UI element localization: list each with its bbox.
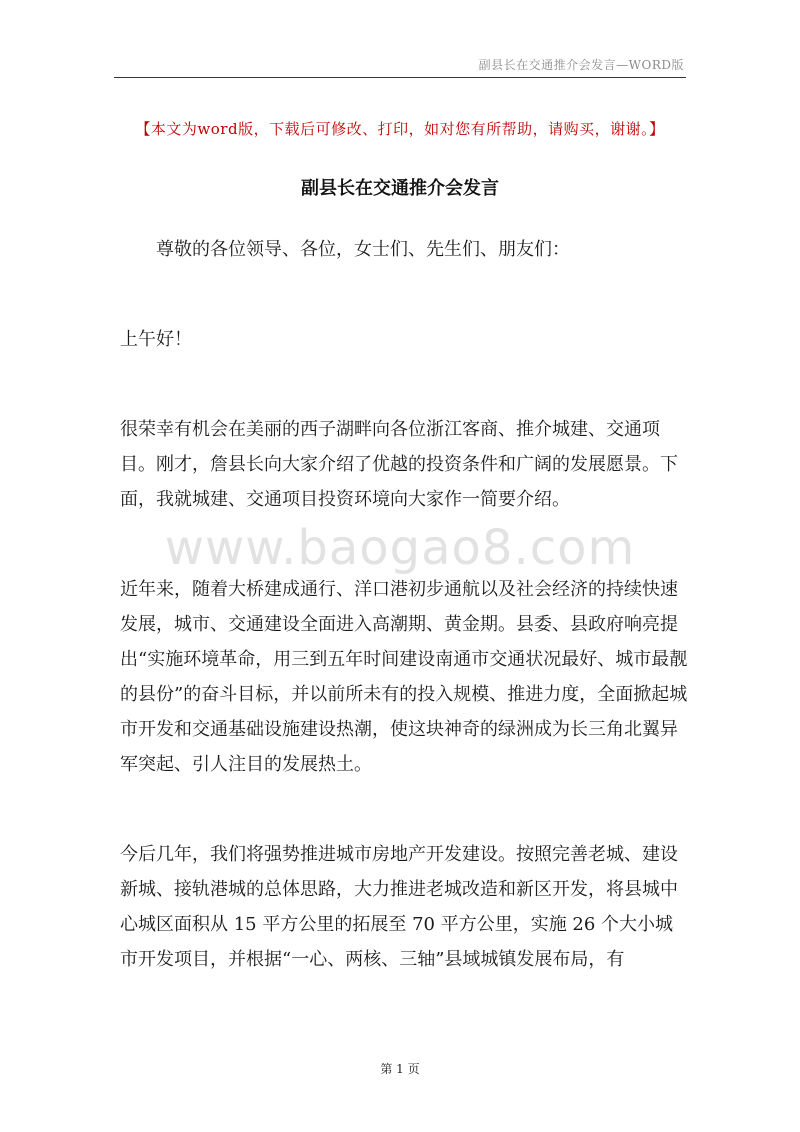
body-paragraph: 近年来，随着大桥建成通行、洋口港初步通航以及社会经济的持续快速发展，城市、交通建设全面进入高潮期、黄金期。县委、县政府响亮提出“实施环境革命，用三到五年时间建设南通市交通状况最好、城市最靓的县份”的奋斗目标，并以前所未有的投入规模、推进力度，全面掀起城市开发和交通基础设施建设热潮，使这块神奇的绿洲成为长三角北翼异军突起、引人注目的发展热土。: [120, 579, 688, 775]
header-doc-label: 副县长在交通推介会发言—WORD版: [478, 58, 684, 72]
greeting-paragraph: 尊敬的各位领导、各位，女士们、先生们、朋友们：: [156, 239, 570, 260]
document-body: [120, 232, 688, 1032]
purchase-notice: 【本文为word版，下载后可修改、打印，如对您有所帮助，请购买，谢谢。】: [135, 120, 665, 138]
header-divider: [114, 77, 686, 78]
body-paragraph: 今后几年，我们将强势推进城市房地产开发建设。按照完善老城、建设新城、接轨港城的总体思路，大力推进老城改造和新区开发，将县城中心城区面积从 15 平方公里的拓展至 70 平方公里，实施 26 个大小城市开发项目，并根据“一心、两核、三轴”县域城镇发展布局，有: [120, 844, 678, 970]
body-paragraph: 很荣幸有机会在美丽的西子湖畔向各位浙江客商、推介城建、交通项目。刚才，詹县长向大家介绍了优越的投资条件和广阔的发展愿景。下面，我就城建、交通项目投资环境向大家作一简要介绍。: [120, 419, 678, 510]
document-title: 副县长在交通推介会发言: [301, 178, 499, 199]
watermark: www.baogao8.com: [164, 520, 636, 576]
salutation-paragraph: 上午好！: [120, 329, 192, 350]
page-number: 第 1 页: [380, 1062, 420, 1076]
